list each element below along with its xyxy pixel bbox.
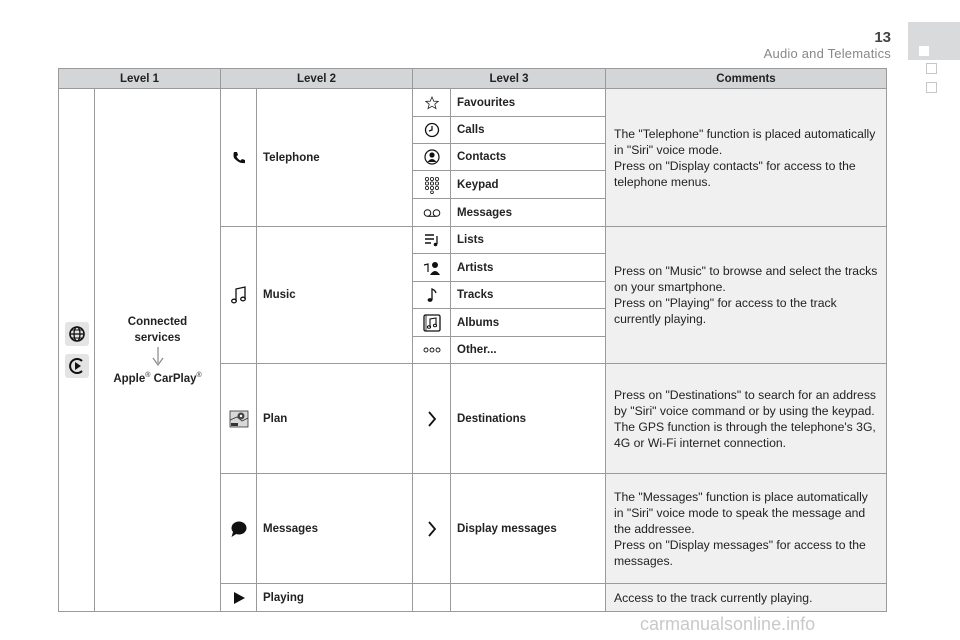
empty-cell	[413, 584, 451, 612]
level3-messages: Messages	[451, 199, 606, 227]
level2-plan: Plan	[257, 364, 413, 474]
comment-messages: The "Messages" function is place automatically in "Siri" voice mode to speak the message and the addressee. Press on "Display messages" for access to the messages.	[606, 474, 887, 584]
level3-display-messages: Display messages	[451, 474, 606, 584]
header-level1: Level 1	[59, 69, 221, 89]
voicemail-icon	[413, 199, 451, 227]
level3-tracks: Tracks	[451, 282, 606, 309]
album-icon	[413, 309, 451, 337]
header-level2: Level 2	[221, 69, 413, 89]
section-tab	[908, 22, 960, 60]
level1-icons	[59, 89, 95, 612]
level3-keypad: Keypad	[451, 171, 606, 199]
chevron-right-icon	[413, 364, 451, 474]
apple-carplay-label: Apple® CarPlay®	[113, 371, 202, 385]
level3-destinations: Destinations	[451, 364, 606, 474]
level3-artists: Artists	[451, 254, 606, 282]
music-note-icon	[221, 227, 257, 364]
globe-icon	[59, 321, 94, 347]
level3-favourites: Favourites	[451, 89, 606, 117]
level2-playing: Playing	[257, 584, 413, 612]
header-level3: Level 3	[413, 69, 606, 89]
keypad-icon	[413, 171, 451, 199]
down-arrow-icon	[95, 346, 220, 368]
level2-music: Music	[257, 227, 413, 364]
section-marker	[926, 63, 937, 74]
comment-playing: Access to the track currently playing.	[606, 584, 887, 612]
connected-services-table	[58, 68, 887, 612]
speech-bubble-icon	[221, 474, 257, 584]
level1-connected-services	[95, 89, 221, 612]
carplay-icon	[59, 353, 94, 379]
comment-telephone: The "Telephone" function is placed automatically in "Siri" voice mode. Press on "Display contacts" for access to the telephone menus.	[606, 89, 887, 227]
more-icon	[413, 337, 451, 364]
section-title: Audio and Telematics	[763, 46, 891, 61]
level3-calls: Calls	[451, 117, 606, 144]
level2-telephone: Telephone	[257, 89, 413, 227]
watermark-footer: carmanualsonline.info	[640, 614, 816, 634]
page-number: 13	[874, 29, 891, 46]
artist-icon	[413, 254, 451, 282]
level2-messages: Messages	[257, 474, 413, 584]
section-marker-active	[919, 46, 929, 56]
play-icon	[221, 584, 257, 612]
level3-contacts: Contacts	[451, 144, 606, 171]
header-comments: Comments	[606, 69, 887, 89]
connected-services-label: services	[134, 331, 181, 344]
star-icon	[413, 89, 451, 117]
connected-services-label: Connected	[127, 315, 188, 328]
contacts-icon	[413, 144, 451, 171]
track-note-icon	[413, 282, 451, 309]
comment-plan: Press on "Destinations" to search for an address by "Siri" voice command or by using the keypad. The GPS function is through the telephone's 3G, 4G or Wi-Fi internet connection.	[606, 364, 887, 474]
empty-cell	[451, 584, 606, 612]
playlist-icon	[413, 227, 451, 254]
level3-lists: Lists	[451, 227, 606, 254]
table-header-row	[59, 69, 887, 89]
section-marker	[926, 82, 937, 93]
map-icon	[221, 364, 257, 474]
comment-music: Press on "Music" to browse and select the tracks on your smartphone. Press on "Playing" for access to the track currently playing.	[606, 227, 887, 364]
clock-icon	[413, 117, 451, 144]
level3-other: Other...	[451, 337, 606, 364]
chevron-right-icon	[413, 474, 451, 584]
telephone-icon	[221, 89, 257, 227]
level3-albums: Albums	[451, 309, 606, 337]
